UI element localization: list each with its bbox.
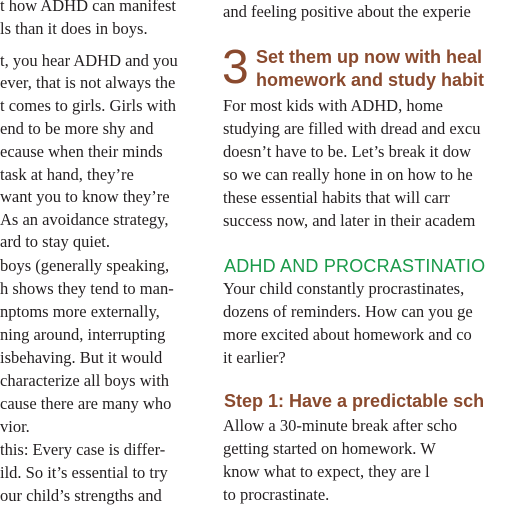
procrastination-line: dozens of reminders. How can you ge xyxy=(223,302,473,321)
procrastination-line: Your child constantly procrastinates, xyxy=(223,279,465,298)
left-line: boys (generally speaking, xyxy=(0,256,170,275)
section-body-line: studying are filled with dread and excu xyxy=(223,119,481,138)
left-line: ls than it does in boys. xyxy=(0,19,148,38)
section-heading-line: homework and study habit xyxy=(256,70,485,90)
procrastination-line: more excited about homework and co xyxy=(223,325,472,344)
left-line: t comes to girls. Girls with xyxy=(0,96,176,115)
procrastination-line: it earlier? xyxy=(223,348,286,367)
left-line: ever, that is not always the xyxy=(0,73,176,92)
left-line: ild. So it’s essential to try xyxy=(0,463,168,482)
section-number: 3 xyxy=(222,41,249,94)
left-line: t, you hear ADHD and you xyxy=(0,51,178,70)
procrastination-heading: ADHD AND PROCRASTINATIO xyxy=(224,256,486,276)
left-line: our child’s strengths and xyxy=(0,486,162,505)
left-line: want you to know they’re xyxy=(0,187,170,206)
left-line: task at hand, they’re xyxy=(0,165,134,184)
left-line: this: Every case is differ- xyxy=(0,440,166,459)
section-body-line: doesn’t have to be. Let’s break it dow xyxy=(223,142,472,161)
left-line: characterize all boys with xyxy=(0,371,170,390)
left-line: isbehaving. But it would xyxy=(0,348,163,367)
step-line: getting started on homework. W xyxy=(223,439,436,458)
section-body-line: these essential habits that will carr xyxy=(223,188,450,207)
section-body-line: success now, and later in their academ xyxy=(223,211,476,230)
step-line: know what to expect, they are l xyxy=(223,462,430,481)
section-heading-line: Set them up now with heal xyxy=(256,47,483,67)
left-line: cause there are many who xyxy=(0,394,172,413)
left-line: end to be more shy and xyxy=(0,119,154,138)
step-heading: Step 1: Have a predictable sch xyxy=(224,391,485,411)
left-line: nptoms more externally, xyxy=(0,302,160,321)
left-line: t how ADHD can manifest xyxy=(0,0,176,15)
step-line: Allow a 30-minute break after scho xyxy=(223,416,458,435)
left-line: As an avoidance strategy, xyxy=(0,210,169,229)
right-top-line: and feeling positive about the experie xyxy=(223,2,471,21)
left-line: ard to stay quiet. xyxy=(0,232,110,251)
left-line: vior. xyxy=(0,417,30,436)
left-line: ning around, interrupting xyxy=(0,325,166,344)
step-line: to procrastinate. xyxy=(223,485,330,504)
left-line: h shows they tend to man- xyxy=(0,279,174,298)
section-body-line: so we can really hone in on how to he xyxy=(223,165,473,184)
section-body-line: For most kids with ADHD, home xyxy=(223,96,444,115)
left-line: ecause when their minds xyxy=(0,142,163,161)
